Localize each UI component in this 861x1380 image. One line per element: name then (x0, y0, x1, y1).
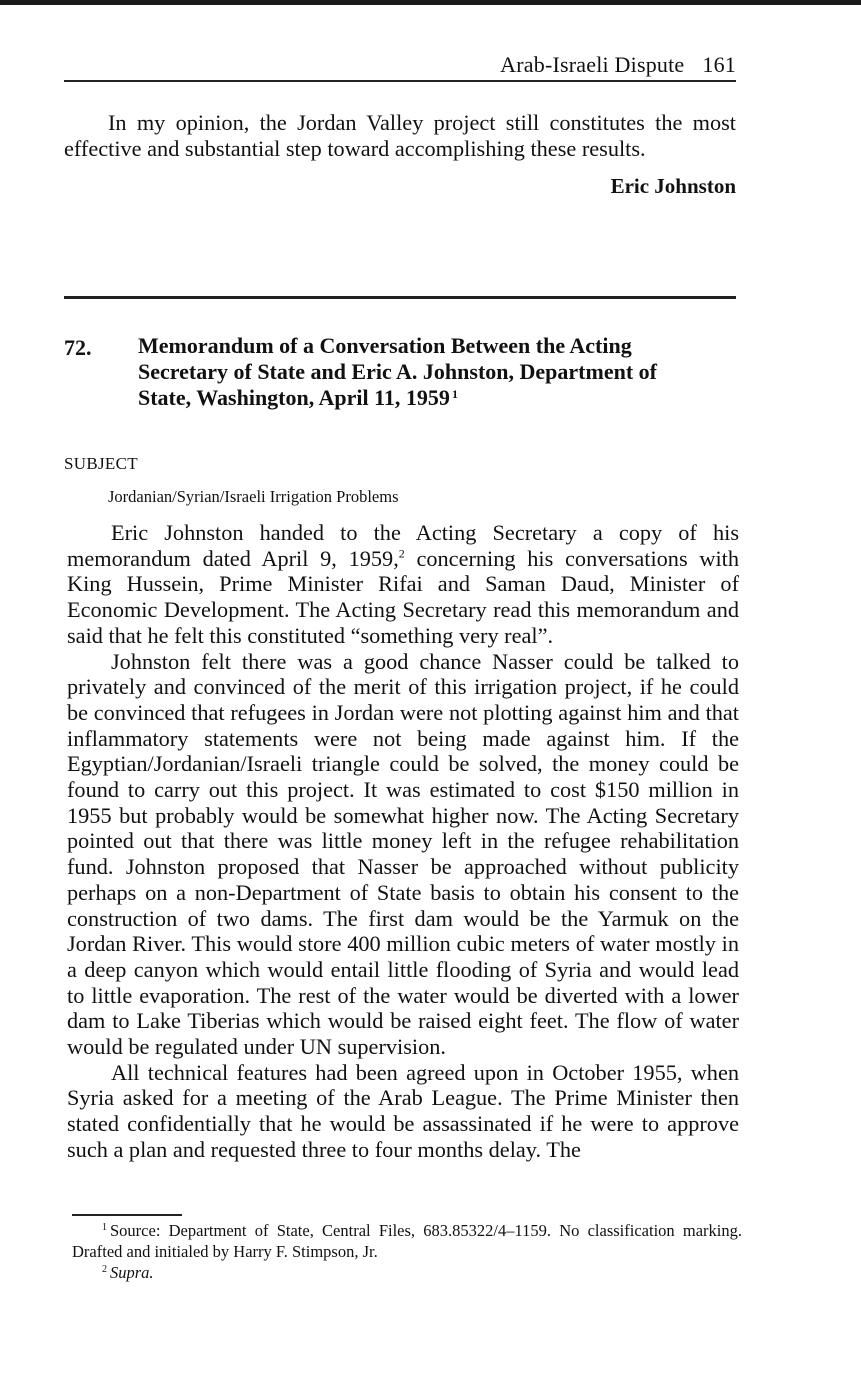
signature: Eric Johnston (610, 174, 736, 198)
page-header (64, 52, 736, 82)
document-title-block (138, 333, 698, 411)
footnote-rule (72, 1214, 182, 1216)
intro-paragraph: In my opinion, the Jordan Valley project still constitutes the most effective and substantial step toward accomplishing these results. (64, 110, 736, 161)
body-paragraph (67, 520, 739, 649)
footnote (72, 1262, 742, 1283)
document-title: Memorandum of a Conversation Between the Acting Secretary of State and Eric A. Johnston, Department of State, Washington, April 11, 1959 (138, 333, 657, 410)
body-paragraph-1b: concerning his conversations with King Hussein, Prime Minister Rifai and Saman Daud, Minister of Economic Development. The Acting Secretary read this memorandum and said that he felt this constituted “something very real”. (67, 545, 739, 648)
footnotes (72, 1220, 742, 1283)
body-paragraph-2: Johnston felt there was a good chance Nasser could be talked to privately and convinced of the merit of this irrigation project, if he could be convinced that refugees in Jordan were not plotting against him and that inflammatory statements were not being made against him. If the Egyptian/Jordanian/Israeli triangle could be solved, the money could be found to carry out this project. It was estimated to cost $150 million in 1955 but probably would be somewhat higher now. The Acting Secretary pointed out that there was little money left in the refugee rehabilitation fund. Johnston proposed that Nasser be approached without publicity perhaps on a non-Department of State basis to obtain his consent to the construction of two dams. The first dam would be the Yarmuk on the Jordan River. This would store 400 million cubic meters of water mostly in a deep canyon which would entail little flooding of Syria and would lead to little evaporation. The rest of the water would be diverted with a lower dam to Lake Tiberias which would be raised eight feet. The flow of water would be regulated under UN supervision. (67, 648, 739, 1060)
scan-edge-bar (0, 0, 861, 5)
subject-text: Jordanian/Syrian/Israeli Irrigation Problems (108, 487, 399, 506)
body-paragraph-1a: Eric Johnston handed to the Acting Secretary a copy of his memorandum dated April 9, 1959, (67, 520, 739, 571)
memorandum-body (67, 520, 739, 1163)
running-head-title: Arab-Israeli Dispute (500, 52, 685, 77)
section-divider (64, 296, 736, 299)
footnote (72, 1220, 742, 1262)
running-head (500, 52, 736, 78)
document-number: 72. (64, 335, 92, 360)
footnote-text: Source: Department of State, Central Files, 683.85322/4–1159. No classification marking. Drafted and initialed by Harry F. Stimpson, Jr. (72, 1221, 742, 1261)
subject-label: SUBJECT (64, 454, 138, 473)
footnote-ref: 1 (451, 387, 458, 401)
body-paragraph-3: All technical features had been agreed upon in October 1955, when Syria asked for a meeting of the Arab League. The Prime Minister then stated confidentially that he would be assassinated if he were to approve such a plan and requested three to four months delay. The (67, 1059, 739, 1162)
page-number: 161 (702, 52, 736, 77)
footnote-text: Supra. (110, 1263, 154, 1282)
footnote-marker: 1 (102, 1221, 107, 1233)
footnote-ref: 2 (398, 546, 405, 561)
intro-paragraph-block (64, 110, 736, 161)
footnote-marker: 2 (102, 1263, 107, 1275)
